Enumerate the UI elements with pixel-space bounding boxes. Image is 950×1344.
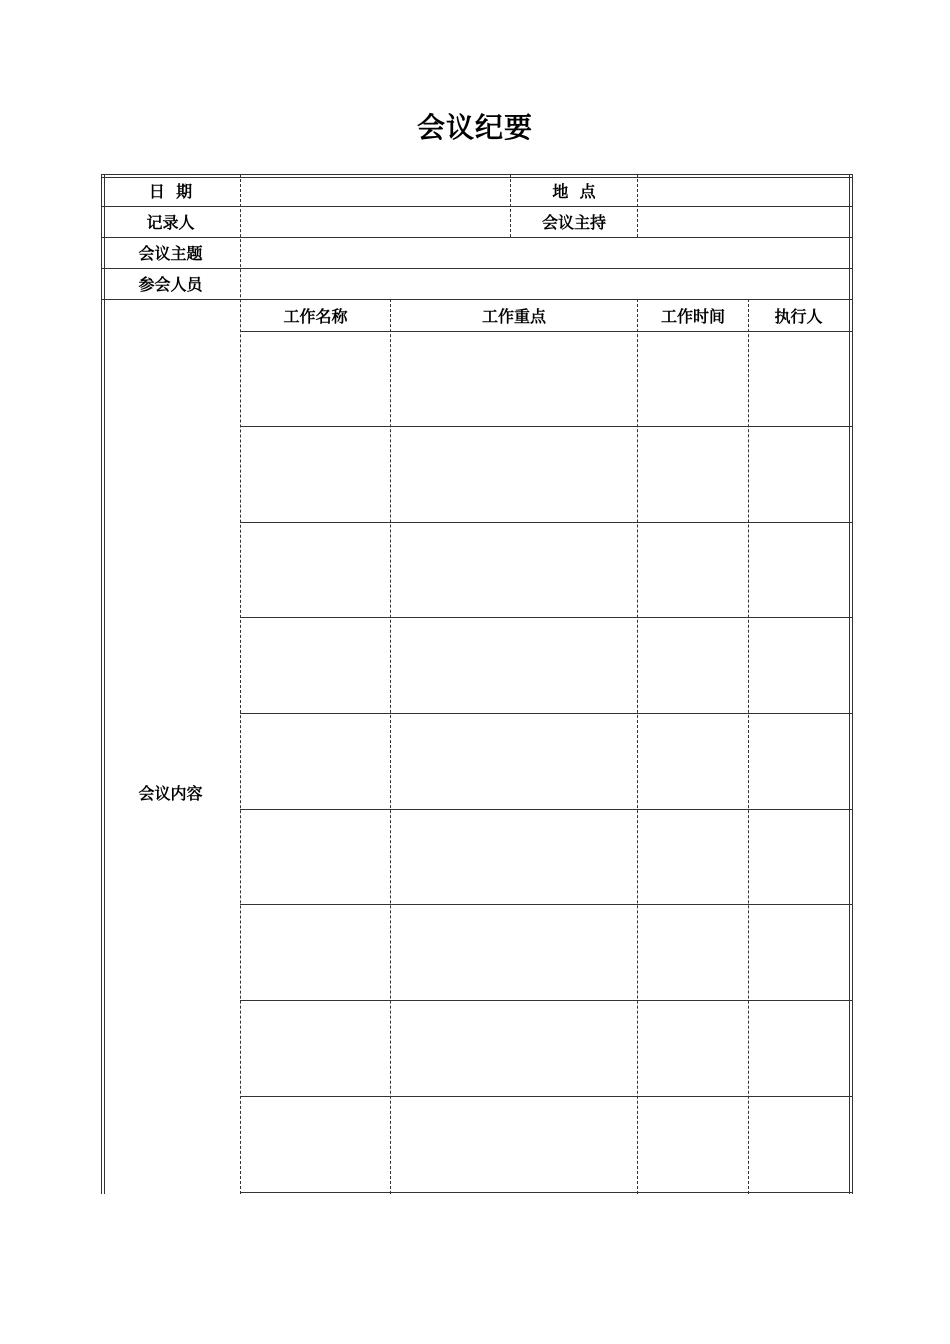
- content-cell-time[interactable]: [638, 523, 748, 617]
- content-cell-time[interactable]: [638, 1097, 748, 1192]
- content-cell-task-name[interactable]: [241, 1001, 390, 1096]
- date-label: 日 期: [148, 181, 193, 201]
- column-header-time: 工作时间: [660, 306, 725, 326]
- content-cell-assignee[interactable]: [749, 332, 848, 426]
- content-cell-assignee[interactable]: [749, 1097, 848, 1192]
- content-cell-task-name[interactable]: [241, 714, 390, 809]
- meeting-minutes-form: [101, 174, 852, 1194]
- content-cell-task-name[interactable]: [241, 1097, 390, 1192]
- content-cell-key-points[interactable]: [391, 1001, 637, 1096]
- right-border: [849, 174, 853, 1194]
- topic-label: 会议主题: [138, 244, 203, 263]
- content-cell-key-points[interactable]: [391, 810, 637, 904]
- recorder-label: 记录人: [146, 213, 195, 232]
- content-cell-assignee[interactable]: [749, 714, 848, 809]
- content-cell-task-name[interactable]: [241, 332, 390, 426]
- content-cell-key-points[interactable]: [391, 618, 637, 713]
- document-title: 会议纪要: [416, 111, 533, 144]
- date-value-field[interactable]: [241, 174, 510, 206]
- location-value-field[interactable]: [638, 174, 848, 206]
- content-cell-key-points[interactable]: [391, 523, 637, 617]
- content-cell-task-name[interactable]: [241, 618, 390, 713]
- content-cell-key-points[interactable]: [391, 905, 637, 1000]
- content-cell-time[interactable]: [638, 810, 748, 904]
- content-cell-task-name[interactable]: [241, 905, 390, 1000]
- content-cell-time[interactable]: [638, 1001, 748, 1096]
- content-label: 会议内容: [138, 784, 203, 803]
- content-cell-key-points[interactable]: [391, 332, 637, 426]
- content-cell-assignee[interactable]: [749, 905, 848, 1000]
- content-cell-key-points[interactable]: [391, 427, 637, 522]
- topic-value-field[interactable]: [241, 237, 848, 268]
- column-header-assignee: 执行人: [774, 306, 823, 326]
- attendees-value-field[interactable]: [241, 268, 848, 299]
- content-cell-task-name[interactable]: [241, 427, 390, 522]
- content-cell-time[interactable]: [638, 905, 748, 1000]
- content-cell-task-name[interactable]: [241, 523, 390, 617]
- content-cell-assignee[interactable]: [749, 523, 848, 617]
- content-cell-time[interactable]: [638, 332, 748, 426]
- location-label: 地 点: [552, 181, 596, 201]
- content-cell-assignee[interactable]: [749, 1001, 848, 1096]
- content-cell-time[interactable]: [638, 427, 748, 522]
- attendees-label: 参会人员: [138, 275, 203, 294]
- content-cell-task-name[interactable]: [241, 810, 390, 904]
- recorder-value-field[interactable]: [241, 206, 510, 237]
- content-cell-assignee[interactable]: [749, 618, 848, 713]
- content-cell-time[interactable]: [638, 714, 748, 809]
- content-cell-assignee[interactable]: [749, 427, 848, 522]
- content-bottom-border: [240, 1192, 852, 1193]
- host-label: 会议主持: [541, 213, 606, 232]
- column-header-task-name: 工作名称: [283, 306, 348, 326]
- host-value-field[interactable]: [638, 206, 848, 237]
- content-cell-key-points[interactable]: [391, 1097, 637, 1192]
- content-cell-key-points[interactable]: [391, 714, 637, 809]
- column-header-key-points: 工作重点: [481, 306, 546, 326]
- content-cell-time[interactable]: [638, 618, 748, 713]
- content-cell-assignee[interactable]: [749, 810, 848, 904]
